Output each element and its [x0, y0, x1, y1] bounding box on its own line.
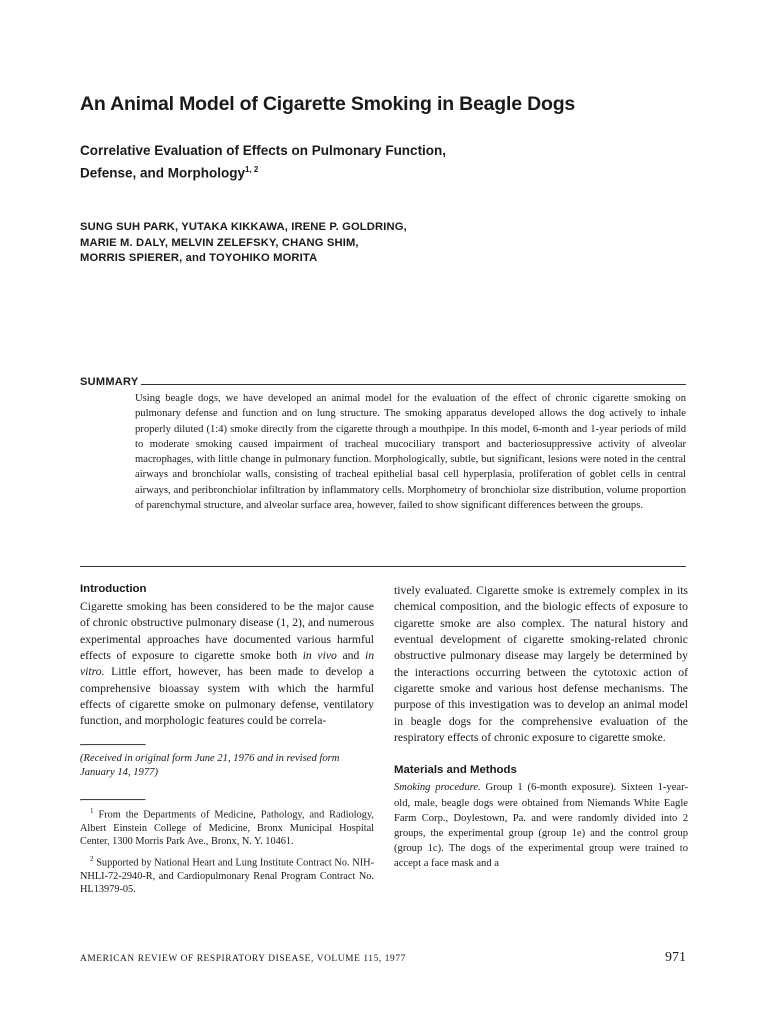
methods-heading: Materials and Methods — [394, 764, 517, 777]
introduction-text: Cigarette smoking has been considered to be the major cause of chronic obstructive pulmonary disease (1, 2), and numerous experimental approaches have documented various harmful effects of exposure to cigarette smoke both in vivo and in vitro. Little effort, however, has been made to develop a comprehensive bioassay system with which the harmful effects of cigarette smoke on pulmonary defense, ventilatory function, and morphologic features could be correla- — [80, 600, 375, 728]
author-line-1: SUNG SUH PARK, YUTAKA KIKKAWA, IRENE P. GOLDRING, — [80, 221, 407, 233]
summary-label: SUMMARY — [80, 376, 139, 388]
methods-text: Smoking procedure. Group 1 (6-month exposure). Sixteen 1-year-old, male, beagle dogs were obtained from Niemands White Eagle Farm Corp., Doylestown, Pa. and were randomly divided into 2 groups, the experimental group (group 1e) and the control group (group 1c). The dogs of the experimental group were trained to accept a face mask and a — [394, 782, 688, 869]
smoking-procedure-subheading: Smoking procedure. — [394, 782, 481, 794]
received-dates: (Received in original form June 21, 1976 and in revised form January 14, 1977) — [80, 752, 340, 779]
summary-rule — [141, 384, 686, 385]
footnote-2: $^2$ Supported by National Heart and Lung Institute Contract No. NIH-NHLI-72-2940-R, and Cardiopulmonary Renal Program Contract No. HL13979-05. — [80, 854, 374, 896]
journal-citation: AMERICAN REVIEW OF RESPIRATORY DISEASE, VOLUME 115, 1977 — [80, 954, 406, 964]
article-title: An Animal Model of Cigarette Smoking in Beagle Dogs — [80, 93, 576, 115]
received-rule — [80, 744, 146, 746]
footnote-1: $^1$ From the Departments of Medicine, Pathology, and Radiology, Albert Einstein College of Medicine, Bronx Municipal Hospital Center, 1300 Morris Park Ave., Bronx, N. Y. 10461. — [80, 806, 374, 848]
subtitle-footnote-marks: 1, 2 — [245, 165, 259, 174]
author-line-2: MARIE M. DALY, MELVIN ZELEFSKY, CHANG SHIM, — [80, 236, 359, 249]
right-column — [394, 583, 688, 871]
author-list — [80, 220, 640, 267]
page-number: 971 — [665, 950, 686, 965]
introduction-heading: Introduction — [80, 583, 147, 595]
subtitle-line-1: Correlative Evaluation of Effects on Pulmonary Function, — [80, 143, 447, 158]
summary-text: Using beagle dogs, we have developed an animal model for the evaluation of the effect of chronic cigarette smoking on pulmonary defense and function and on lung structure. The smoking apparatus developed allows the dog actively to inhale properly diluted (1:4) smoke directly from the cigarette through a mouthpipe. In this model, 6-month and 1-year periods of mild to moderate smoking caused impairment of tracheal mucociliary transport and bacteriosuppressive activity of alveolar macrophages, with little change in pulmonary function. Morphologically, subtle, but significant, lesions were noted in the central airways and bronchiolar walls, consisting of tracheal epithelial basal cell hyperplasia, proliferation of goblet cells in central airways, and peribronchiolar infiltration by inflammatory cells. Morphometry of bronchiolar size distribution, volume proportion of parenchymal structure, and alveolar surface area, however, failed to show significant differences between the groups. — [135, 393, 686, 511]
author-line-3: MORRIS SPIERER, and TOYOHIKO MORITA — [80, 252, 318, 264]
introduction-continued: tively evaluated. Cigarette smoke is extremely complex in its chemical composition, and the biologic effects of exposure to cigarette smoke are also complex. The natural history and eventual development of cigarette smoking-related chronic obstructive pulmonary disease may largely be determined by the interactions occurring between the cytotoxic action of cigarette smoke and various host defense mechanisms. The purpose of this investigation was to develop an animal model in beagle dogs for the comprehensive evaluation of the respiratory effects of chronic exposure to cigarette smoke. — [394, 584, 688, 745]
in-vitro-italic: in vitro. — [80, 649, 375, 679]
left-column — [80, 583, 374, 897]
summary-heading — [80, 372, 686, 388]
footnotes — [80, 799, 374, 897]
footnote-rule — [80, 799, 146, 801]
summary-bottom-rule — [80, 566, 686, 567]
page-footer — [80, 950, 686, 966]
subtitle-line-2: Defense, and Morphology$^{1, 2}$ — [80, 165, 259, 181]
article-subtitle — [80, 141, 600, 183]
in-vivo-italic: in vivo — [302, 649, 337, 663]
